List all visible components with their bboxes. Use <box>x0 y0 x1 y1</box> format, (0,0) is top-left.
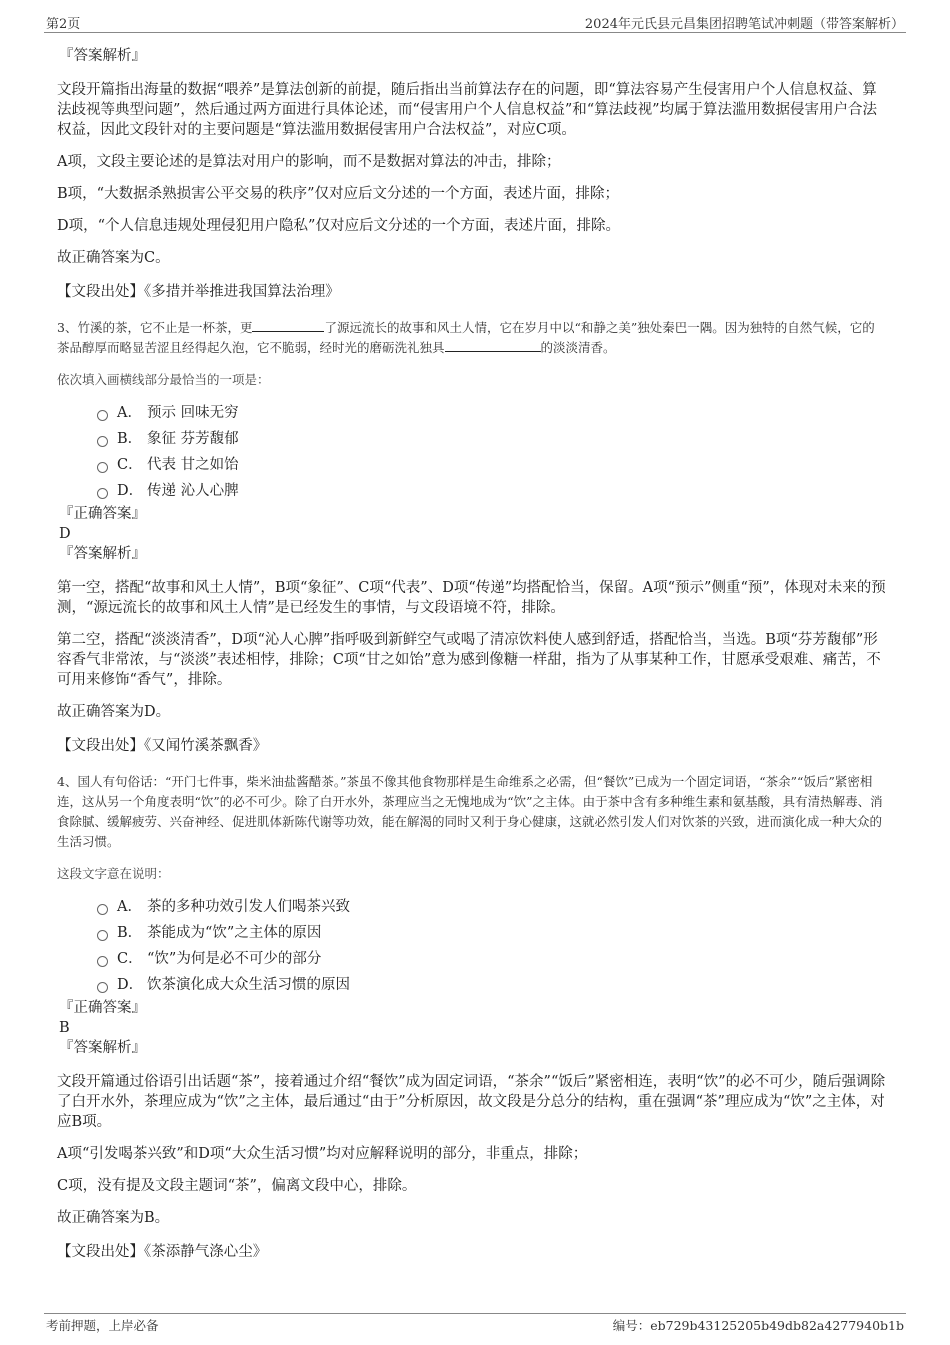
option-b[interactable]: B． 茶能成为“饮”之主体的原因 <box>57 920 887 946</box>
radio-icon[interactable] <box>97 436 108 447</box>
source-line <box>57 282 887 302</box>
document-code: 编号：eb729b43125205b49db82a4277940b1b <box>612 1318 904 1333</box>
correct-answer-label: 『正确答案』 <box>59 1000 146 1016</box>
option-a[interactable]: A． 茶的多种功效引发人们喝茶兴致 <box>57 894 887 920</box>
analysis-conclusion: 故正确答案为B。 <box>57 1210 170 1226</box>
source-line <box>57 736 887 756</box>
document-title: 2024年元氏县元昌集团招聘笔试冲刺题（带答案解析） <box>584 17 904 32</box>
main-content <box>57 46 887 1262</box>
option-d[interactable]: D． 传递 沁人心脾 <box>57 478 887 504</box>
analysis-label: 『答案解析』 <box>59 48 146 64</box>
source-label: 【文段出处】 <box>57 738 144 754</box>
page-number: 第2页 <box>46 17 81 32</box>
analysis-paragraph: A项“引发喝茶兴致”和D项“大众生活习惯”均对应解释说明的部分，非重点，排除； <box>57 1146 588 1162</box>
page-footer <box>44 1313 906 1336</box>
question-3-text: 3、竹溪的茶，它不止是一杯茶，更 了源远流长的故事和风土人情，它在岁月中以“和静之美”独处秦巴一隅。因为独特的自然气候，它的茶品醇厚而略显苦涩且经得起久泡，它不脆弱，经时光的磨砺洗礼独具 的淡淡清香。 <box>57 320 875 355</box>
question-3-prompt: 依次填入画横线部分最恰当的一项是： <box>57 372 270 387</box>
analysis-paragraph: 文段开篇通过俗语引出话题“茶”，接着通过介绍“餐饮”成为固定词语，“茶余”“饭后”紧密相连，表明“饮”的必不可少，随后强调除了白开水外，茶理应成为“饮”之主体，最后通过“由于”分析原因，故文段是分总分的结构，重在强调“茶”理应成为“饮”之主体，对应B项。 <box>57 1074 886 1130</box>
radio-icon[interactable] <box>97 410 108 421</box>
analysis-conclusion: 故正确答案为D。 <box>57 704 171 720</box>
question-4-prompt: 这段文字意在说明： <box>57 866 170 881</box>
analysis-label: 『答案解析』 <box>59 1040 146 1056</box>
question-4-options <box>57 894 887 998</box>
source-title: 《茶添静气涤心尘》 <box>144 1244 268 1260</box>
radio-icon[interactable] <box>97 930 108 941</box>
radio-icon[interactable] <box>97 982 108 993</box>
blank-2 <box>445 338 541 352</box>
source-title: 《又闻竹溪茶飘香》 <box>144 738 268 754</box>
radio-icon[interactable] <box>97 904 108 915</box>
radio-icon[interactable] <box>97 462 108 473</box>
analysis-label: 『答案解析』 <box>59 546 146 562</box>
correct-answer: B <box>59 1020 70 1036</box>
option-d[interactable]: D． 饮茶演化成大众生活习惯的原因 <box>57 972 887 998</box>
analysis-paragraph: C项，没有提及文段主题词“茶”，偏离文段中心，排除。 <box>57 1178 417 1194</box>
source-title: 《多措并举推进我国算法治理》 <box>144 284 340 300</box>
analysis-paragraph: D项，“个人信息违规处理侵犯用户隐私”仅对应后文分述的一个方面，表述片面，排除。 <box>57 218 620 234</box>
option-b[interactable]: B． 象征 芬芳馥郁 <box>57 426 887 452</box>
option-a[interactable]: A． 预示 回味无穷 <box>57 400 887 426</box>
source-label: 【文段出处】 <box>57 1244 144 1260</box>
analysis-conclusion: 故正确答案为C。 <box>57 250 170 266</box>
page-header <box>44 10 906 33</box>
correct-answer-label: 『正确答案』 <box>59 506 146 522</box>
option-c[interactable]: C． “饮”为何是必不可少的部分 <box>57 946 887 972</box>
analysis-paragraph: 文段开篇指出海量的数据“喂养”是算法创新的前提，随后指出当前算法存在的问题，即“算法容易产生侵害用户个人信息权益、算法歧视等典型问题”，然后通过两方面进行具体论述，而“侵害用户个人信息权益”和“算法歧视”均属于算法滥用数据侵害用户合法权益，因此文段针对的主要问题是“算法滥用数据侵害用户合法权益”，对应C项。 <box>57 82 878 138</box>
analysis-paragraph: 第一空，搭配“故事和风土人情”，B项“象征”、C项“代表”、D项“传递”均搭配恰当，保留。A项“预示”侧重“预”，体现对未来的预测，“源远流长的故事和风土人情”是已经发生的事情，与文段语境不符，排除。 <box>57 580 886 616</box>
radio-icon[interactable] <box>97 956 108 967</box>
correct-answer: D <box>59 526 71 542</box>
blank-1 <box>252 318 324 332</box>
source-line <box>57 1242 887 1262</box>
source-label: 【文段出处】 <box>57 284 144 300</box>
question-4-text: 4、国人有句俗话：“开门七件事，柴米油盐酱醋茶。”茶虽不像其他食物那样是生命维系之必需，但“餐饮”已成为一个固定词语，“茶余”“饭后”紧密相连，这从另一个角度表明“饮”的必不可少。除了白开水外，茶理应当之无愧地成为“饮”之主体。由于茶中含有多种维生素和氨基酸，具有清热解毒、消食除腻、缓解疲劳、兴奋神经、促进肌体新陈代谢等功效，能在解渴的同时又利于身心健康，这就必然引发人们对饮茶的兴致，进而演化成一种大众的生活习惯。 <box>57 774 883 849</box>
analysis-paragraph: A项，文段主要论述的是算法对用户的影响，而不是数据对算法的冲击，排除； <box>57 154 561 170</box>
option-c[interactable]: C． 代表 甘之如饴 <box>57 452 887 478</box>
radio-icon[interactable] <box>97 488 108 499</box>
analysis-paragraph: B项，“大数据杀熟损害公平交易的秩序”仅对应后文分述的一个方面，表述片面，排除； <box>57 186 619 202</box>
question-3-options <box>57 400 887 504</box>
footer-slogan: 考前押题，上岸必备 <box>46 1318 159 1333</box>
analysis-paragraph: 第二空，搭配“淡淡清香”，D项“沁人心脾”指呼吸到新鲜空气或喝了清凉饮料使人感到舒适，搭配恰当，当选。B项“芬芳馥郁”形容香气非常浓，与“淡淡”表述相悖，排除；C项“甘之如饴”意为感到像糖一样甜，指为了从事某种工作，甘愿承受艰难、痛苦，不可用来修饰“香气”，排除。 <box>57 632 881 688</box>
